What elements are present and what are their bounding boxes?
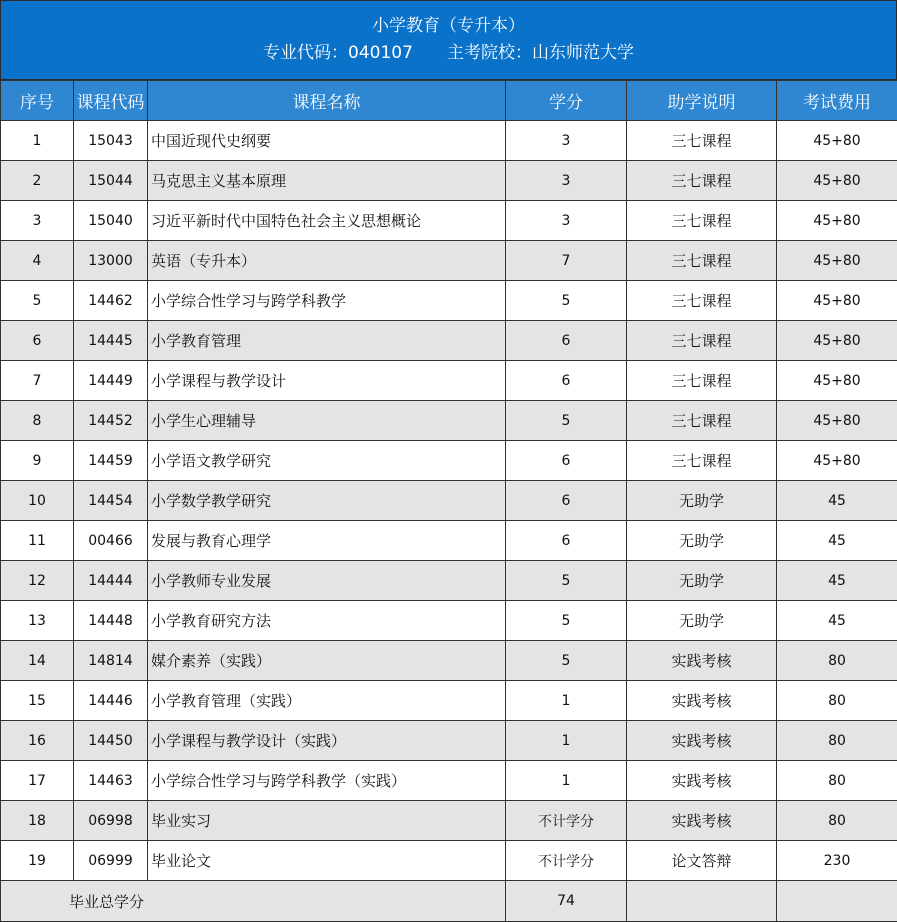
cell-note: 论文答辩 [627,841,777,881]
cell-course-name: 小学生心理辅导 [148,401,506,441]
cell-seq: 11 [1,521,74,561]
total-fee-empty [777,881,897,922]
cell-fee: 45+80 [777,361,897,401]
cell-fee: 80 [777,681,897,721]
cell-seq: 5 [1,281,74,321]
cell-course-code: 00466 [74,521,148,561]
column-header-seq: 序号 [1,81,74,121]
cell-fee: 45+80 [777,321,897,361]
cell-credit: 6 [506,481,627,521]
cell-fee: 45 [777,601,897,641]
cell-fee: 230 [777,841,897,881]
cell-seq: 6 [1,321,74,361]
cell-fee: 45+80 [777,161,897,201]
column-header-credit: 学分 [506,81,627,121]
cell-fee: 45+80 [777,121,897,161]
table-row [1,241,897,281]
cell-seq: 8 [1,401,74,441]
total-note-empty [627,881,777,922]
cell-course-code: 14445 [74,321,148,361]
table-row [1,321,897,361]
table-row [1,481,897,521]
cell-fee: 45+80 [777,401,897,441]
cell-seq: 2 [1,161,74,201]
table-row [1,721,897,761]
cell-seq: 10 [1,481,74,521]
cell-note: 实践考核 [627,801,777,841]
column-header-note: 助学说明 [627,81,777,121]
cell-course-code: 14814 [74,641,148,681]
cell-course-code: 15044 [74,161,148,201]
cell-seq: 18 [1,801,74,841]
cell-seq: 1 [1,121,74,161]
cell-seq: 12 [1,561,74,601]
cell-fee: 80 [777,761,897,801]
total-row [1,881,897,922]
table-row [1,681,897,721]
cell-course-name: 小学教育管理（实践） [148,681,506,721]
cell-credit: 5 [506,401,627,441]
cell-course-code: 14446 [74,681,148,721]
cell-seq: 4 [1,241,74,281]
cell-course-code: 14444 [74,561,148,601]
cell-credit: 不计学分 [506,841,627,881]
cell-fee: 45 [777,561,897,601]
cell-course-code: 13000 [74,241,148,281]
cell-seq: 13 [1,601,74,641]
cell-fee: 80 [777,641,897,681]
cell-credit: 1 [506,761,627,801]
table-row [1,161,897,201]
cell-seq: 16 [1,721,74,761]
cell-course-code: 14459 [74,441,148,481]
cell-credit: 3 [506,121,627,161]
cell-course-code: 06998 [74,801,148,841]
cell-course-name: 小学语文教学研究 [148,441,506,481]
cell-fee: 80 [777,801,897,841]
cell-note: 三七课程 [627,401,777,441]
cell-course-name: 毕业论文 [148,841,506,881]
table-row [1,801,897,841]
cell-fee: 45+80 [777,241,897,281]
table-row [1,401,897,441]
table-row [1,201,897,241]
cell-credit: 6 [506,361,627,401]
cell-seq: 3 [1,201,74,241]
cell-seq: 9 [1,441,74,481]
column-header-fee: 考试费用 [777,81,897,121]
program-subtitle: 专业代码：040107 主考院校：山东师范大学 [263,43,634,63]
cell-seq: 17 [1,761,74,801]
cell-note: 三七课程 [627,441,777,481]
cell-course-name: 小学数学教学研究 [148,481,506,521]
program-title: 小学教育（专升本） [372,16,525,36]
cell-course-name: 发展与教育心理学 [148,521,506,561]
cell-course-name: 中国近现代史纲要 [148,121,506,161]
cell-course-name: 媒介素养（实践） [148,641,506,681]
cell-course-name: 马克思主义基本原理 [148,161,506,201]
table-row [1,601,897,641]
cell-note: 三七课程 [627,161,777,201]
table-row [1,121,897,161]
cell-note: 三七课程 [627,361,777,401]
cell-note: 实践考核 [627,721,777,761]
cell-seq: 15 [1,681,74,721]
table-row [1,841,897,881]
column-header-code: 课程代码 [74,81,148,121]
table-row [1,641,897,681]
cell-fee: 45+80 [777,441,897,481]
cell-seq: 19 [1,841,74,881]
course-table [0,80,897,922]
cell-note: 实践考核 [627,761,777,801]
cell-note: 实践考核 [627,641,777,681]
cell-fee: 80 [777,721,897,761]
cell-course-code: 15040 [74,201,148,241]
cell-fee: 45 [777,521,897,561]
cell-credit: 不计学分 [506,801,627,841]
cell-credit: 6 [506,321,627,361]
cell-course-name: 小学教师专业发展 [148,561,506,601]
cell-course-code: 14450 [74,721,148,761]
cell-note: 无助学 [627,561,777,601]
cell-course-name: 小学教育管理 [148,321,506,361]
cell-course-name: 小学课程与教学设计 [148,361,506,401]
cell-credit: 7 [506,241,627,281]
cell-note: 三七课程 [627,121,777,161]
cell-note: 无助学 [627,521,777,561]
cell-course-name: 小学教育研究方法 [148,601,506,641]
cell-credit: 3 [506,201,627,241]
cell-note: 三七课程 [627,321,777,361]
cell-note: 三七课程 [627,281,777,321]
cell-note: 无助学 [627,601,777,641]
cell-credit: 5 [506,281,627,321]
column-header-name: 课程名称 [148,81,506,121]
cell-course-code: 14452 [74,401,148,441]
total-label: 毕业总学分 [1,881,506,922]
cell-course-code: 14462 [74,281,148,321]
cell-credit: 1 [506,681,627,721]
cell-seq: 14 [1,641,74,681]
cell-course-code: 14463 [74,761,148,801]
cell-course-name: 小学课程与教学设计（实践） [148,721,506,761]
cell-note: 三七课程 [627,241,777,281]
table-row [1,521,897,561]
cell-course-name: 英语（专升本） [148,241,506,281]
cell-course-code: 14448 [74,601,148,641]
cell-course-name: 小学综合性学习与跨学科教学（实践） [148,761,506,801]
cell-fee: 45 [777,481,897,521]
table-row [1,281,897,321]
table-row [1,561,897,601]
cell-course-name: 习近平新时代中国特色社会主义思想概论 [148,201,506,241]
cell-course-code: 15043 [74,121,148,161]
cell-credit: 6 [506,521,627,561]
table-row [1,441,897,481]
title-block [0,0,897,80]
cell-course-name: 毕业实习 [148,801,506,841]
cell-note: 无助学 [627,481,777,521]
cell-course-code: 06999 [74,841,148,881]
table-header-row [1,81,897,121]
table-row [1,761,897,801]
cell-seq: 7 [1,361,74,401]
cell-credit: 5 [506,561,627,601]
cell-credit: 6 [506,441,627,481]
cell-fee: 45+80 [777,281,897,321]
cell-note: 三七课程 [627,201,777,241]
cell-fee: 45+80 [777,201,897,241]
table-body [1,121,897,922]
cell-course-code: 14449 [74,361,148,401]
cell-note: 实践考核 [627,681,777,721]
cell-course-code: 14454 [74,481,148,521]
total-credit: 74 [506,881,627,922]
table-row [1,361,897,401]
cell-credit: 5 [506,641,627,681]
cell-credit: 3 [506,161,627,201]
cell-course-name: 小学综合性学习与跨学科教学 [148,281,506,321]
cell-credit: 5 [506,601,627,641]
cell-credit: 1 [506,721,627,761]
